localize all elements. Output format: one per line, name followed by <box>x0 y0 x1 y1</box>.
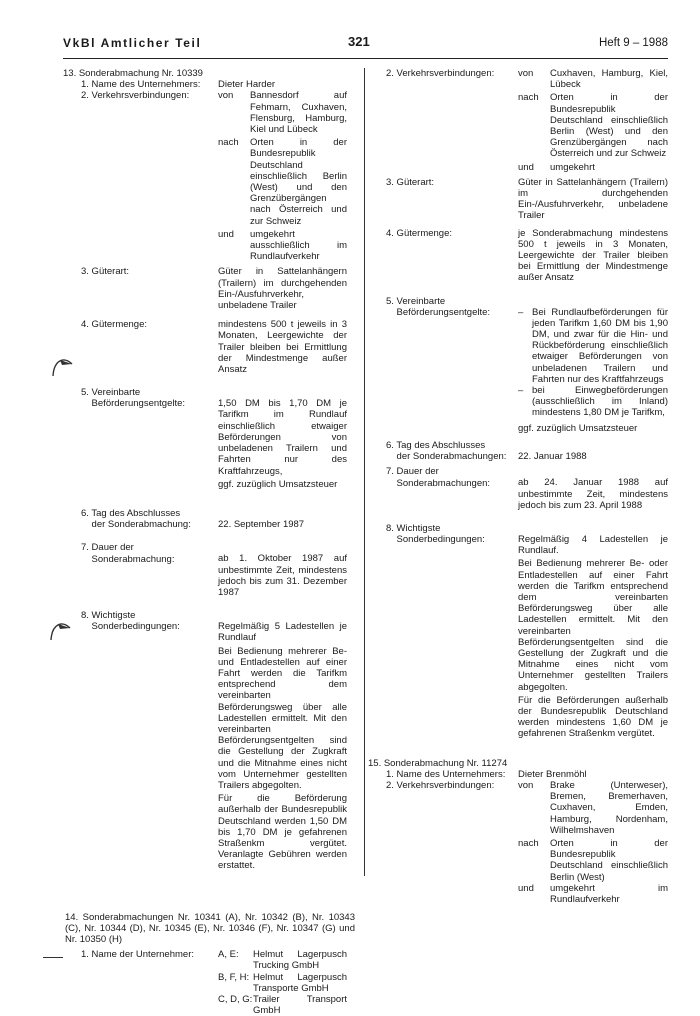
value-paragraph: Regelmäßig 5 Ladestellen je Rundlauf <box>218 621 347 644</box>
field-label: 3. Güterart: <box>386 176 435 188</box>
field-value: mindestens 500 t jeweils in 3 Monaten, Leergewichte der Trailer bleiben bei Ermittlung der Mindestmenge außer Ansatz <box>218 319 347 376</box>
route-line <box>518 92 668 159</box>
value-paragraph: ggf. zuzüglich Umsatzsteuer <box>218 478 338 490</box>
dash-marker: – <box>518 385 524 397</box>
route-text: Orten in der Bundesrepublik Deutschland einschließlich Berlin (West) <box>550 837 668 883</box>
route-text: Orten in der Bundesrepublik Deutschland einschließlich Berlin (West) und den Grenzübergängen nach Österreich und zur Schweiz <box>550 92 668 160</box>
field-label: 1. Name der Unternehmer: <box>81 949 194 961</box>
left-column <box>63 68 355 1016</box>
s14-item-5 <box>376 296 668 434</box>
field-value <box>218 90 355 262</box>
company-name: Helmut Lagerpusch Transporte GmbH <box>253 971 347 994</box>
value-paragraph: ggf. zuzüglich Umsatzsteuer <box>518 422 638 434</box>
route-line <box>218 90 347 135</box>
s14-item-7 <box>376 466 668 511</box>
field-value: Dieter Brenmöhl <box>518 768 587 780</box>
route-prefix: nach <box>518 92 539 104</box>
field-value <box>218 610 355 873</box>
s14-item-6 <box>376 440 668 462</box>
company-key: B, F, H: <box>218 971 250 983</box>
value-paragraph: Regelmäßig 4 Ladestellen je Rundlauf. <box>518 533 668 557</box>
route-line <box>518 780 668 836</box>
column-divider <box>364 68 365 876</box>
field-label: 8. Wichtigste Sonderbedingungen: <box>386 522 485 546</box>
field-label: 1. Name des Unternehmers: <box>81 79 201 91</box>
fee-item <box>518 385 668 419</box>
route-text: Cuxhaven, Hamburg, Kiel, Lübeck <box>550 68 668 91</box>
header-rule <box>63 58 668 59</box>
route-text: umgekehrt <box>550 161 595 173</box>
section-13-title: 13. Sonderabmachung Nr. 10339 <box>63 68 203 79</box>
footer-rule <box>43 957 63 958</box>
field-label: 7. Dauer der Sonderabmachung: <box>81 542 175 565</box>
field-label: 2. Verkehrsverbindungen: <box>81 90 190 102</box>
dash-marker: – <box>518 306 524 318</box>
field-value: ab 24. Januar 1988 auf unbestimmte Zeit, mindestens jedoch bis zum 23. April 1988 <box>518 477 668 511</box>
route-prefix: nach <box>218 137 239 149</box>
value-paragraph: Bei Bedienung mehrerer Be- oder Entladestellen auf einer Fahrt werden die Tarifkm entsprechend dem vereinbarten Beförderungsweg über alle Ladestellen ermittelt. Mit den vereinbarten Beförderungsentgelten sind die Gestellung der Zugkraft und die Mitnahme eines nicht vom Unternehmer gestellten Trailers abgegolten. <box>518 558 668 693</box>
s14-item-3 <box>376 177 668 222</box>
field-value: 22. Januar 1988 <box>518 450 587 462</box>
route-line <box>518 162 668 173</box>
route-line <box>518 68 668 90</box>
route-prefix: nach <box>518 837 539 849</box>
fee-text: Bei Rundlaufbeförderungen für jeden Tarifkm 1,60 DM bis 1,90 DM, und zwar für die Hin- und Rückbeförderung einschließlich etwaiger Beförderungen von unbeladenen Trailern und Fahrten nur des Kraftfahrzeugs <box>532 306 668 385</box>
value-paragraph: Für die Beförderungen außerhalb der Bundesrepublik Deutschland werden mindestens 1,60 DM je gefahrenen Straßenkm vergütet. <box>518 694 668 740</box>
field-label: 6. Tag des Abschlusses der Sonderabmachungen: <box>386 439 507 463</box>
value-paragraph: 1,50 DM bis 1,70 DM je Tarifkm im Rundlauf einschließlich etwaiger Beförderungen von unbeladenen Trailern und Fahrten nur des Kraftfahrzeugs, <box>218 398 347 477</box>
s13-item-1 <box>63 79 355 90</box>
s14-item-8 <box>376 523 668 742</box>
route-text: Orten in der Bundesrepublik Deutschland einschließlich Berlin (West) und den Grenzübergängen nach Österreich und zur Schweiz <box>250 137 347 227</box>
field-value: Güter in Sattelanhängern (Trailern) im durchgehenden Ein-/Ausfuhrverkehr, unbeladene Trailer <box>518 176 668 222</box>
route-line <box>218 229 347 263</box>
s13-item-2 <box>63 90 355 262</box>
field-value <box>518 296 668 434</box>
s13-item-8 <box>63 610 355 873</box>
field-label: 5. Vereinbarte Beförderungsentgelte: <box>386 295 491 318</box>
route-line <box>518 883 668 905</box>
field-value <box>218 387 355 492</box>
s14-item-4 <box>376 228 668 284</box>
field-label: 4. Gütermenge: <box>386 227 453 239</box>
issue-label: Heft 9 – 1988 <box>598 37 668 49</box>
fee-text: bei Einwegbeförderungen (ausschließlich im Inland) mindestens 1,80 DM je Tarifkm, <box>532 385 668 419</box>
value-paragraph: Für die Beförderung außerhalb der Bundesrepublik Deutschland werden 1,50 DM bis 1,70 DM je gefahrenen Straßenkm vergütet. Veranlagte Gebühren werden erstattet. <box>218 793 347 872</box>
value-paragraph: Bei Bedienung mehrerer Be- und Entladestellen auf einer Fahrt werden die Tarifkm entsprechend dem vereinbarten Beförderungsweg über alle Ladestellen ermittelt. Mit den vereinbarten Beförderungsentgelten sind die Gestellung der Zugkraft und die Mitnahme eines nicht vom Unternehmer gestellten Trailers abgegolten. <box>218 645 347 791</box>
s14-item-2 <box>376 68 668 173</box>
field-value <box>218 949 355 1016</box>
field-label: 2. Verkehrsverbindungen: <box>386 779 495 791</box>
route-text: Brake (Unterweser), Bremen, Bremerhaven, Cuxhaven, Emden, Hamburg, Nordenham, Wilhelmshaven <box>550 779 668 836</box>
field-value: ab 1. Oktober 1987 auf unbestimmte Zeit, mindestens jedoch bis zum 31. Dezember 1987 <box>218 553 347 598</box>
field-label: 1. Name des Unternehmers: <box>386 768 506 780</box>
journal-title: VkBl Amtlicher Teil <box>63 36 202 50</box>
field-label: 4. Gütermenge: <box>81 319 148 331</box>
field-label: 2. Verkehrsverbindungen: <box>386 68 495 79</box>
page-header <box>63 36 668 56</box>
route-line <box>518 838 668 883</box>
field-value: Güter in Sattelanhängern (Trailern) im durchgehenden Ein-/Ausfuhrverkehr, unbeladene Trailer <box>218 266 347 312</box>
field-label: 6. Tag des Abschlusses der Sonderabmachung: <box>81 507 191 531</box>
s13-item-6 <box>63 508 355 530</box>
field-value <box>518 780 668 905</box>
field-label: 8. Wichtigste Sonderbedingungen: <box>81 610 180 633</box>
field-label: 7. Dauer der Sonderabmachungen: <box>386 466 491 489</box>
route-prefix: von <box>218 90 234 102</box>
s13-item-5 <box>63 387 355 492</box>
right-column <box>368 68 668 905</box>
s13-item-3 <box>63 266 355 311</box>
route-line <box>218 137 347 227</box>
s15-item-2 <box>376 780 668 905</box>
field-value <box>518 68 668 173</box>
route-prefix: von <box>518 779 534 791</box>
route-prefix: und <box>218 228 234 240</box>
company-key: C, D, G: <box>218 994 253 1006</box>
page-number: 321 <box>348 34 370 49</box>
company-key: A, E: <box>218 949 239 961</box>
route-prefix: und <box>518 161 534 173</box>
route-text: umgekehrt ausschließlich im Rundlaufverkehr <box>250 228 347 263</box>
company-entry <box>218 949 347 971</box>
fee-item <box>518 307 668 385</box>
field-label: 3. Güterart: <box>81 266 130 278</box>
route-text: umgekehrt im Rundlaufverkehr <box>550 882 668 905</box>
company-name: Helmut Lagerpusch Trucking GmbH <box>253 949 347 972</box>
section-15-title: 15. Sonderabmachung Nr. 11274 <box>368 757 508 769</box>
s13-item-4 <box>63 319 355 375</box>
route-text: Bannesdorf auf Fehmarn, Cuxhaven, Flensburg, Hamburg, Kiel und Lübeck <box>250 90 347 136</box>
field-value: je Sonderabmachung mindestens 500 t jeweils in 3 Monaten, Leergewichte der Trailer bleiben bei Ermittlung der Mindestmenge außer Ansatz <box>518 227 668 284</box>
section-14-title: 14. Sonderabmachungen Nr. 10341 (A), Nr. 10342 (B), Nr. 10343 (C), Nr. 10344 (D), Nr. 10345 (E), Nr. 10346 (F), Nr. 10347 (G) und Nr. 10350 (H) <box>65 911 355 945</box>
s14-item-1 <box>63 949 355 1016</box>
s15-item-1 <box>376 769 668 780</box>
route-prefix: von <box>518 68 534 79</box>
company-entry <box>218 972 347 994</box>
field-value: 22. September 1987 <box>218 518 305 530</box>
company-name: Trailer Transport GmbH <box>253 994 347 1016</box>
field-value <box>518 523 668 742</box>
s13-item-7 <box>63 542 355 598</box>
route-prefix: und <box>518 882 534 894</box>
field-value: Dieter Harder <box>218 79 276 91</box>
field-label: 5. Vereinbarte Beförderungsentgelte: <box>81 387 186 410</box>
company-entry <box>218 994 347 1016</box>
